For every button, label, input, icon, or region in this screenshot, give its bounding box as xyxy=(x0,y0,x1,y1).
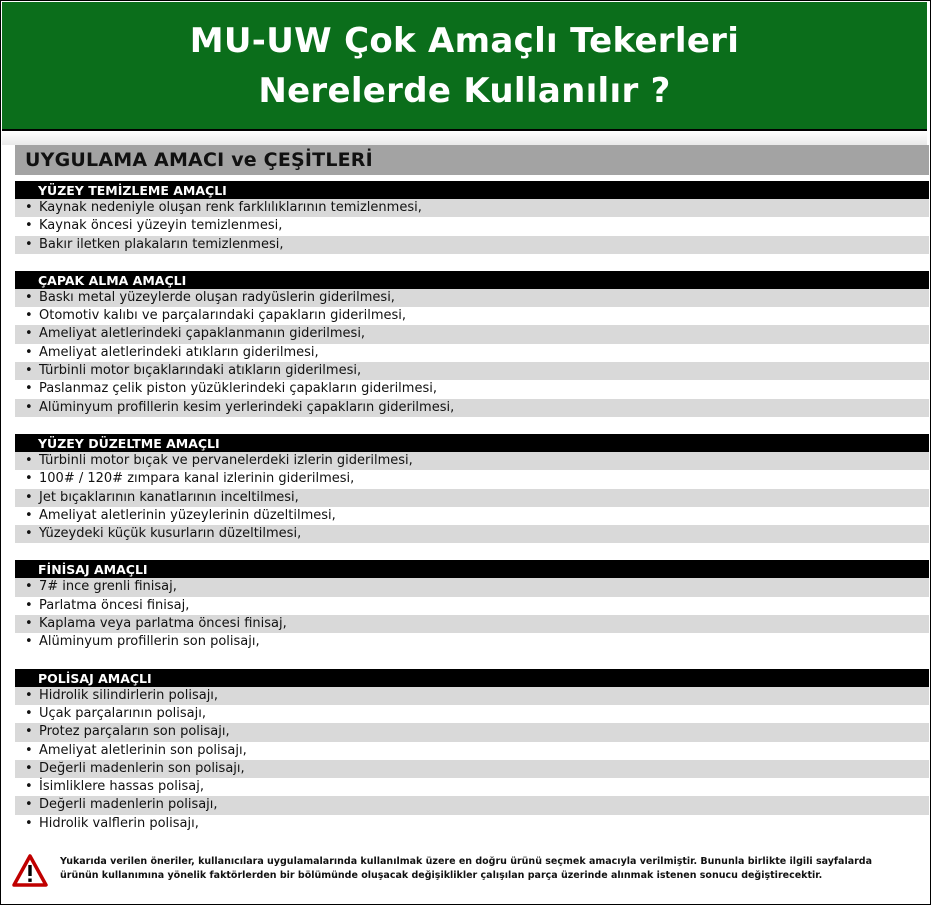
title-line-2: Nerelerde Kullanılır ? xyxy=(258,70,671,111)
bullet-icon: • xyxy=(25,289,33,305)
category-heading: YÜZEY TEMİZLEME AMAÇLI xyxy=(15,181,929,199)
list-item-text: Otomotiv kalıbı ve parçalarındaki çapakların giderilmesi, xyxy=(39,308,407,324)
warning-triangle-icon xyxy=(12,854,48,888)
list-item xyxy=(15,344,929,362)
list-item-text: Bakır iletken plakaların temizlenmesi, xyxy=(39,236,284,252)
list-item-text: Uçak parçalarının polisajı, xyxy=(39,705,206,721)
category-heading: ÇAPAK ALMA AMAÇLI xyxy=(15,271,929,289)
list-item xyxy=(15,578,929,596)
bullet-icon: • xyxy=(25,815,33,831)
list-item-text: Ameliyat aletlerinin yüzeylerinin düzeltilmesi, xyxy=(39,507,336,523)
bullet-icon: • xyxy=(25,489,33,505)
bullet-icon: • xyxy=(25,597,33,613)
list-item xyxy=(15,615,929,633)
disclaimer-text xyxy=(60,855,900,883)
list-item xyxy=(15,507,929,525)
list-item xyxy=(15,325,929,343)
list-item-text: Protez parçaların son polisajı, xyxy=(39,724,230,740)
bullet-icon: • xyxy=(25,779,33,795)
list-item xyxy=(15,236,929,254)
category-heading: POLİSAJ AMAÇLI xyxy=(15,669,929,687)
spacer xyxy=(15,254,929,271)
list-item-text: Kaplama veya parlatma öncesi finisaj, xyxy=(39,616,287,632)
list-item xyxy=(15,199,929,217)
category-heading: FİNİSAJ AMAÇLI xyxy=(15,560,929,578)
disclaimer-line-1: Yukarıda verilen öneriler, kullanıcılara uygulamalarında kullanılmak üzere en doğru ürünü seçmek amacıyla verilmiştir. Bununla birlikte ilgili sayfalarda xyxy=(60,856,873,867)
spacer xyxy=(15,417,929,434)
list-item-text: Yüzeydeki küçük kusurların düzeltilmesi, xyxy=(39,526,302,542)
list-item-text: Baskı metal yüzeylerde oluşan radyüslerin giderilmesi, xyxy=(39,289,395,305)
list-item xyxy=(15,815,929,833)
list-item xyxy=(15,217,929,235)
list-item-text: Türbinli motor bıçak ve pervanelerdeki izlerin giderilmesi, xyxy=(39,452,413,468)
list-item-text: Jet bıçaklarının kanatlarının inceltilmesi, xyxy=(39,489,299,505)
spacer xyxy=(15,543,929,560)
bullet-icon: • xyxy=(25,526,33,542)
list-item-text: Alüminyum profillerin son polisajı, xyxy=(39,634,260,650)
list-item-text: İsimliklere hassas polisaj, xyxy=(39,779,204,795)
list-item-text: Ameliyat aletlerindeki atıkların giderilmesi, xyxy=(39,344,319,360)
title-line-1: MU-UW Çok Amaçlı Tekerleri xyxy=(189,20,740,61)
list-item xyxy=(15,723,929,741)
list-item-text: 100# / 120# zımpara kanal izlerinin giderilmesi, xyxy=(39,471,355,487)
list-item xyxy=(15,399,929,417)
bullet-icon: • xyxy=(25,363,33,379)
list-item-text: Ameliyat aletlerindeki çapaklanmanın giderilmesi, xyxy=(39,326,366,342)
list-item xyxy=(15,597,929,615)
list-item xyxy=(15,289,929,307)
bullet-icon: • xyxy=(25,471,33,487)
disclaimer xyxy=(12,852,912,892)
bullet-icon: • xyxy=(25,452,33,468)
section-title: UYGULAMA AMACI ve ÇEŞİTLERİ xyxy=(25,149,373,171)
bullet-icon: • xyxy=(25,760,33,776)
bullet-icon: • xyxy=(25,687,33,703)
list-item xyxy=(15,705,929,723)
list-item xyxy=(15,307,929,325)
divider-shade xyxy=(2,131,927,145)
list-item xyxy=(15,470,929,488)
section-title-bar xyxy=(15,145,929,175)
list-item xyxy=(15,452,929,470)
list-item-text: Değerli madenlerin polisajı, xyxy=(39,797,218,813)
list-item xyxy=(15,778,929,796)
list-item xyxy=(15,525,929,543)
bullet-icon: • xyxy=(25,236,33,252)
list-item xyxy=(15,687,929,705)
bullet-icon: • xyxy=(25,634,33,650)
list-item-text: Paslanmaz çelik piston yüzüklerindeki çapakların giderilmesi, xyxy=(39,381,437,397)
spacer xyxy=(15,652,929,669)
bullet-icon: • xyxy=(25,724,33,740)
list-item xyxy=(15,742,929,760)
list-item xyxy=(15,760,929,778)
bullet-icon: • xyxy=(25,218,33,234)
list-item xyxy=(15,380,929,398)
application-list xyxy=(15,181,929,833)
list-item-text: Türbinli motor bıçaklarındaki atıkların giderilmesi, xyxy=(39,363,362,379)
list-item-text: Alüminyum profillerin kesim yerlerindeki çapakların giderilmesi, xyxy=(39,399,455,415)
title-banner xyxy=(2,2,927,131)
bullet-icon: • xyxy=(25,742,33,758)
bullet-icon: • xyxy=(25,507,33,523)
list-item xyxy=(15,362,929,380)
list-item xyxy=(15,489,929,507)
list-item-text: Parlatma öncesi finisaj, xyxy=(39,597,190,613)
list-item-text: Kaynak öncesi yüzeyin temizlenmesi, xyxy=(39,218,283,234)
bullet-icon: • xyxy=(25,399,33,415)
bullet-icon: • xyxy=(25,579,33,595)
bullet-icon: • xyxy=(25,381,33,397)
list-item-text: Ameliyat aletlerinin son polisajı, xyxy=(39,742,247,758)
list-item xyxy=(15,796,929,814)
list-item-text: Değerli madenlerin son polisajı, xyxy=(39,760,245,776)
category-heading: YÜZEY DÜZELTME AMAÇLI xyxy=(15,434,929,452)
bullet-icon: • xyxy=(25,705,33,721)
bullet-icon: • xyxy=(25,308,33,324)
list-item-text: Kaynak nedeniyle oluşan renk farklılıklarının temizlenmesi, xyxy=(39,200,422,215)
list-item xyxy=(15,633,929,651)
bullet-icon: • xyxy=(25,797,33,813)
list-item-text: Hidrolik valflerin polisajı, xyxy=(39,815,199,831)
bullet-icon: • xyxy=(25,326,33,342)
disclaimer-line-2: ürünün kullanımına yönelik faktörlerden bir bölümünde oluşacak değişiklikler çalışılan parça üzerinde alınmak istenen sonucu değiştirecektir. xyxy=(60,870,823,881)
list-item-text: 7# ince grenli finisaj, xyxy=(39,579,177,595)
list-item-text: Hidrolik silindirlerin polisajı, xyxy=(39,687,219,703)
bullet-icon: • xyxy=(25,344,33,360)
bullet-icon: • xyxy=(25,616,33,632)
bullet-icon: • xyxy=(25,200,33,215)
